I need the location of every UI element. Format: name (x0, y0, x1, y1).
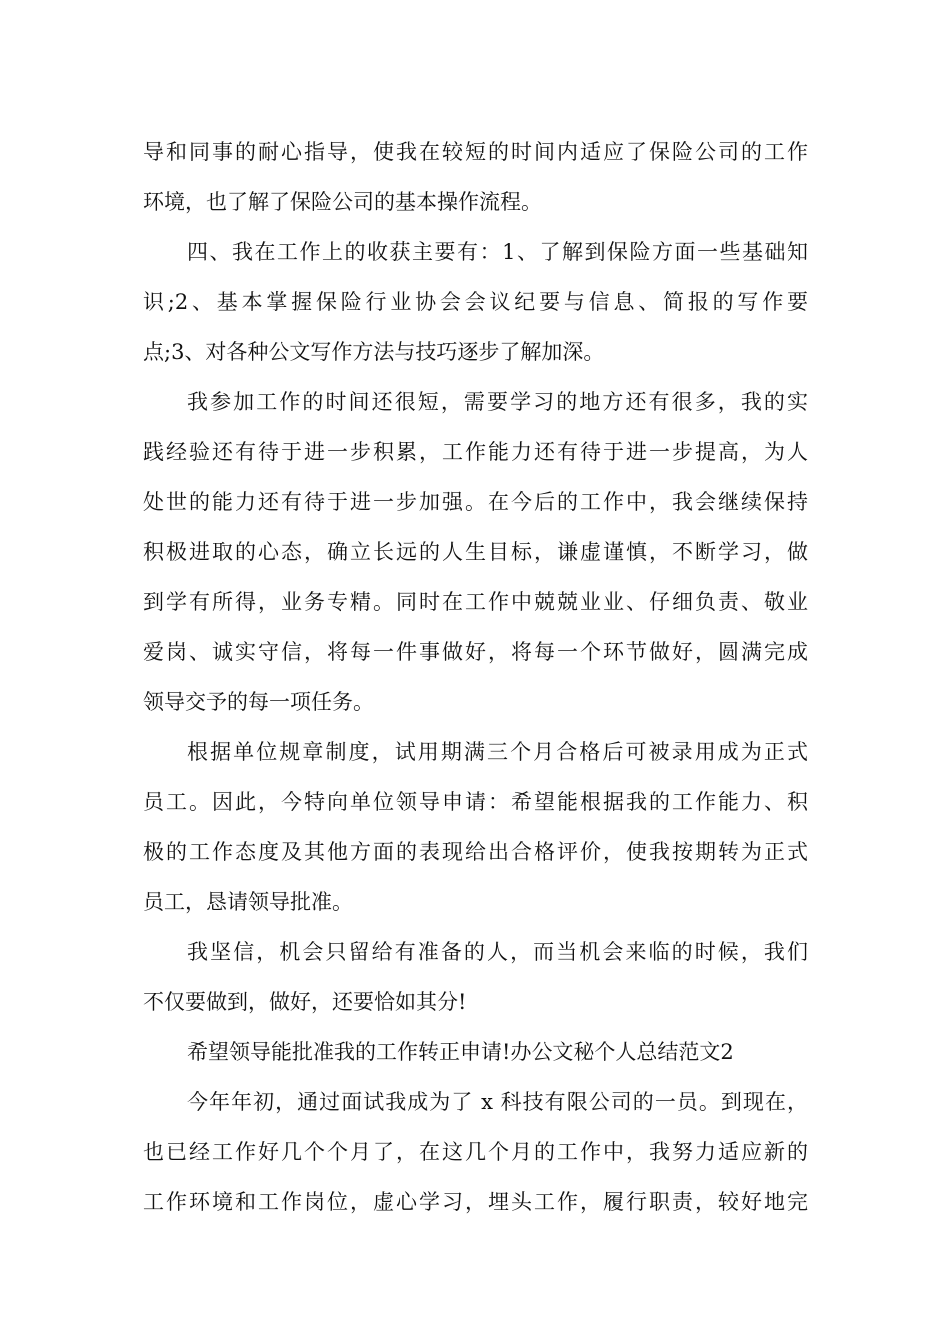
text-line: 工作环境和工作岗位，虚心学习，埋头工作，履行职责，较好地完 (143, 1190, 808, 1214)
text-line: 根据单位规章制度，试用期满三个月合格后可被录用成为正式 (187, 740, 808, 764)
text-line: 今年年初，通过面试我成为了 x 科技有限公司的一员。到现在， (187, 1090, 808, 1114)
text-line: 极的工作态度及其他方面的表现给出合格评价，使我按期转为正式 (143, 840, 808, 864)
text-line: 处世的能力还有待于进一步加强。在今后的工作中，我会继续保持 (143, 490, 808, 514)
document-body (143, 127, 808, 1227)
text-line: 到学有所得，业务专精。同时在工作中兢兢业业、仔细负责、敬业 (143, 590, 808, 614)
text-line: 员工。因此，今特向单位领导申请：希望能根据我的工作能力、积 (143, 790, 808, 814)
text-line: 也已经工作好几个个月了，在这几个月的工作中，我努力适应新的 (143, 1140, 808, 1164)
text-line: 四、我在工作上的收获主要有：1、了解到保险方面一些基础知 (187, 240, 808, 264)
text-line: 我参加工作的时间还很短，需要学习的地方还有很多，我的实 (187, 390, 808, 414)
text-line: 识;2、基本掌握保险行业协会会议纪要与信息、简报的写作要 (143, 290, 808, 314)
text-line: 领导交予的每一项任务。 (143, 690, 374, 714)
text-line: 员工，恳请领导批准。 (143, 890, 353, 914)
text-line: 我坚信，机会只留给有准备的人，而当机会来临的时候，我们 (187, 940, 808, 964)
text-line: 积极进取的心态，确立长远的人生目标，谦虚谨慎，不断学习，做 (143, 540, 808, 564)
text-line: 践经验还有待于进一步积累，工作能力还有待于进一步提高，为人 (143, 440, 808, 464)
text-line: 环境，也了解了保险公司的基本操作流程。 (143, 190, 542, 214)
text-line: 点;3、对各种公文写作方法与技巧逐步了解加深。 (143, 340, 605, 364)
text-line: 不仅要做到，做好，还要恰如其分! (143, 990, 467, 1014)
text-line: 爱岗、诚实守信，将每一件事做好，将每一个环节做好，圆满完成 (143, 640, 808, 664)
text-line: 导和同事的耐心指导，使我在较短的时间内适应了保险公司的工作 (143, 140, 808, 164)
section-heading: 希望领导能批准我的工作转正申请!办公文秘个人总结范文2 (187, 1040, 734, 1064)
